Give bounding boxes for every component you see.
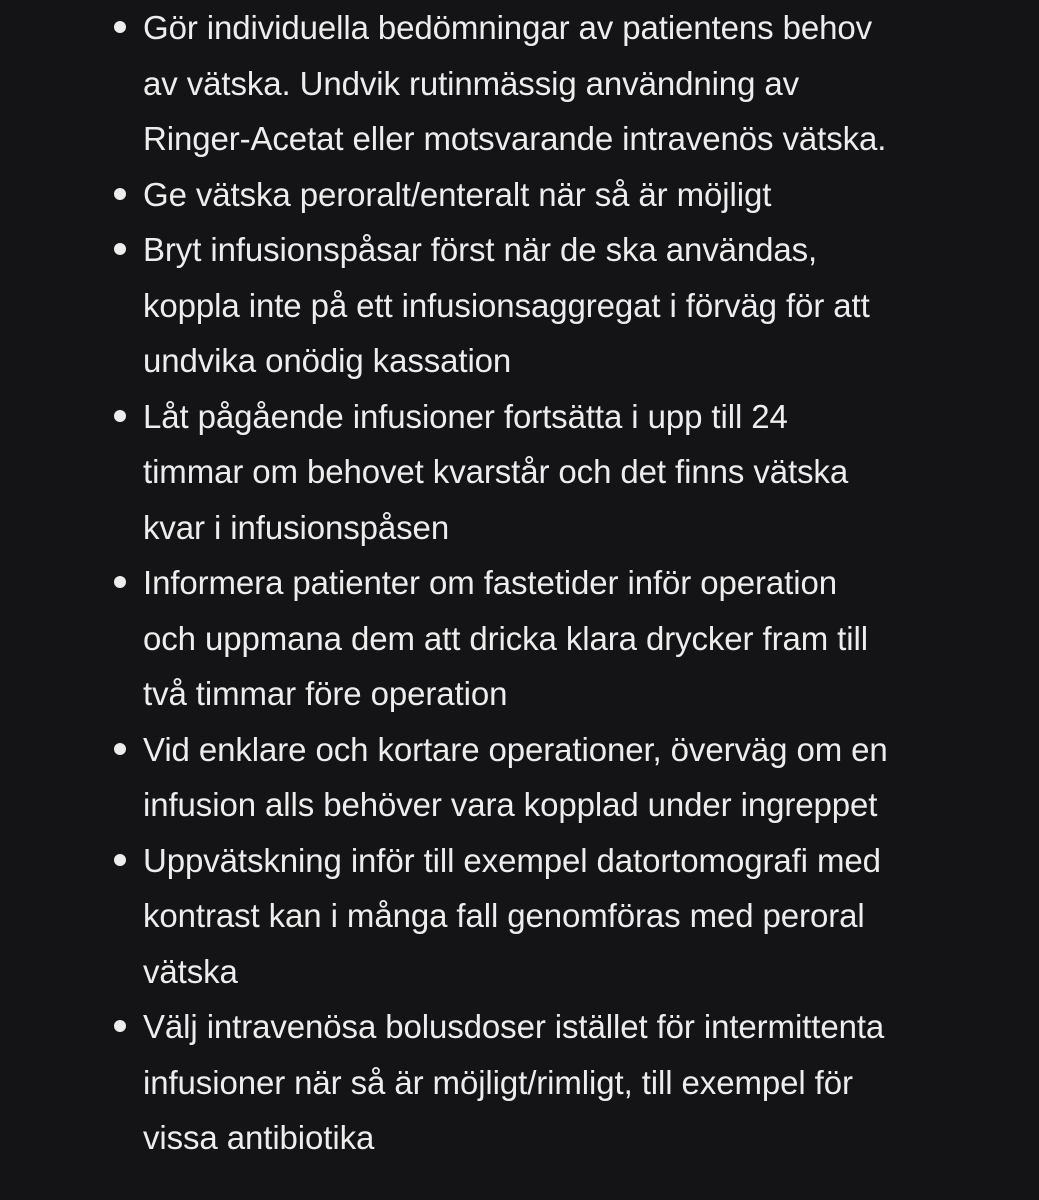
list-item [143, 999, 1023, 1166]
list-item [143, 389, 1023, 556]
list-item [143, 555, 1023, 722]
bullet-dot-icon [114, 576, 126, 588]
list-item [143, 833, 1023, 1000]
list-item-line: Låt pågående infusioner fortsätta i upp till 24 [143, 397, 788, 435]
list-item-line: Ringer-Acetat eller motsvarande intravenös vätska. [143, 120, 887, 157]
list-item-line: infusion alls behöver vara kopplad under ingreppet [143, 786, 878, 823]
bullet-dot-icon [114, 410, 126, 422]
list-item-line: Informera patienter om fastetider inför operation [143, 564, 837, 601]
list-item [143, 722, 1023, 833]
list-item-line: timmar om behovet kvarstår och det finns vätska [143, 453, 849, 490]
bullet-list [143, 0, 1023, 1166]
list-item-line: vätska [143, 952, 238, 990]
list-item-line: två timmar före operation [143, 675, 508, 712]
list-item-line: Välj intravenösa bolusdoser istället för intermittenta [143, 1008, 885, 1045]
bullet-dot-icon [114, 854, 126, 866]
list-item-line: vissa antibiotika [143, 1119, 375, 1156]
list-item-line: Ge vätska peroralt/enteralt när så är möjligt [143, 175, 772, 213]
bullet-dot-icon [114, 21, 126, 33]
bullet-dot-icon [114, 1020, 126, 1032]
bullet-dot-icon [114, 743, 126, 755]
list-item [143, 167, 1023, 223]
bullet-dot-icon [114, 243, 126, 255]
list-item-line: infusioner när så är möjligt/rimligt, till exempel för [143, 1063, 853, 1101]
list-item-line: kvar i infusionspåsen [143, 508, 450, 546]
list-item-line: Gör individuella bedömningar av patientens behov [143, 9, 873, 46]
list-item-line: koppla inte på ett infusionsaggregat i förväg för att [143, 286, 870, 324]
bullet-dot-icon [114, 188, 126, 200]
list-item [143, 0, 1023, 167]
list-item-line: av vätska. Undvik rutinmässig användning av [143, 64, 800, 102]
list-item [143, 222, 1023, 389]
list-item-line: undvika onödig kassation [143, 342, 512, 379]
list-item-line: Uppvätskning inför till exempel datortomografi med [143, 841, 881, 879]
list-item-line: och uppmana dem att dricka klara drycker fram till [143, 619, 868, 657]
list-item-line: Vid enklare och kortare operationer, överväg om en [143, 730, 888, 768]
list-item-line: Bryt infusionspåsar först när de ska användas, [143, 231, 818, 268]
list-item-line: kontrast kan i många fall genomföras med peroral [143, 897, 865, 934]
